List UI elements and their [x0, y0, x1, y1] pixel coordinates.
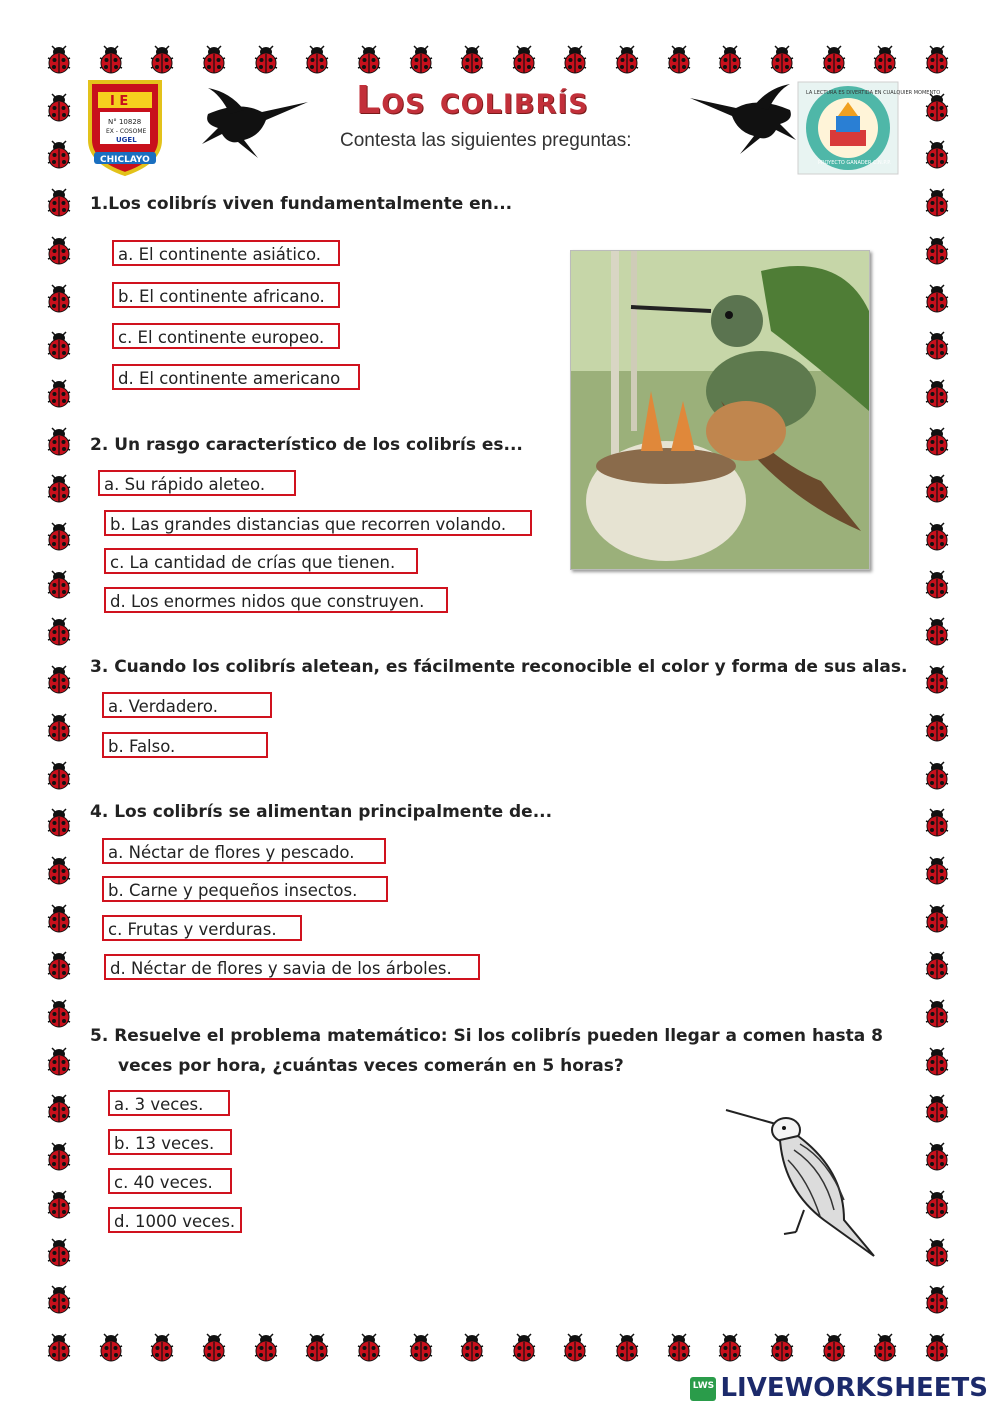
ladybug-icon: [253, 46, 279, 74]
ladybug-icon: [924, 428, 950, 456]
ladybug-icon: [924, 762, 950, 790]
ladybug-icon: [924, 1286, 950, 1314]
ladybug-icon: [769, 1334, 795, 1362]
crest-subtext: EX - COSOME: [106, 128, 147, 135]
ladybug-icon: [149, 1334, 175, 1362]
crest-ugel: UGEL: [116, 136, 137, 144]
ladybug-icon: [924, 1191, 950, 1219]
q2-option-a[interactable]: a. Su rápido aleteo.: [98, 470, 296, 496]
q1-option-d[interactable]: d. El continente americano: [112, 364, 360, 390]
ladybug-icon: [872, 1334, 898, 1362]
q1-option-a[interactable]: a. El continente asiático.: [112, 240, 340, 266]
ladybug-icon: [562, 1334, 588, 1362]
question-2: 2. Un rasgo característico de los colibrís es...: [90, 435, 523, 455]
ladybug-icon: [46, 857, 72, 885]
q1-option-b[interactable]: b. El continente africano.: [112, 282, 340, 308]
ladybug-icon: [924, 1239, 950, 1267]
ladybug-icon: [46, 618, 72, 646]
logo-banner-text: LA LECTURA ES DIVERTIDA EN CUALQUIER MOMENTO: [806, 90, 941, 96]
ladybug-icon: [46, 714, 72, 742]
logo-project-text: PROYECTO GANADER C.N.P.P.: [818, 160, 892, 166]
ladybug-icon: [717, 1334, 743, 1362]
ladybug-icon: [924, 46, 950, 74]
ladybug-icon: [46, 1191, 72, 1219]
ladybug-icon: [924, 94, 950, 122]
ladybug-icon: [924, 189, 950, 217]
ladybug-icon: [46, 523, 72, 551]
ladybug-icon: [562, 46, 588, 74]
ladybug-icon: [924, 1048, 950, 1076]
ladybug-icon: [46, 666, 72, 694]
school-crest-logo: [86, 78, 164, 176]
ladybug-icon: [924, 332, 950, 360]
ladybug-icon: [46, 762, 72, 790]
ladybug-icon: [924, 857, 950, 885]
ladybug-icon: [924, 285, 950, 313]
q4-option-c[interactable]: c. Frutas y verduras.: [102, 915, 302, 941]
ladybug-icon: [46, 1239, 72, 1267]
crest-number: N° 10828: [108, 118, 142, 126]
q4-option-a[interactable]: a. Néctar de flores y pescado.: [102, 838, 386, 864]
question-1: 1.Los colibrís viven fundamentalmente en...: [90, 194, 513, 214]
question-3: 3. Cuando los colibrís aletean, es fácilmente reconocible el color y forma de sus alas.: [90, 657, 908, 677]
ladybug-icon: [459, 46, 485, 74]
ladybug-icon: [46, 905, 72, 933]
q2-option-c[interactable]: c. La cantidad de crías que tienen.: [104, 548, 418, 574]
ladybug-icon: [356, 46, 382, 74]
ladybug-icon: [924, 952, 950, 980]
question-5-line-1: 5. Resuelve el problema matemático: Si los colibrís pueden llegar a comen hasta 8: [90, 1026, 883, 1046]
ladybug-icon: [872, 46, 898, 74]
page-title: Los colibrís: [356, 78, 589, 122]
ladybug-icon: [46, 1000, 72, 1028]
q2-option-d[interactable]: d. Los enormes nidos que construyen.: [104, 587, 448, 613]
hummingbird-silhouette-left-icon: [200, 84, 312, 164]
question-5-line-2: veces por hora, ¿cuántas veces comerán en 5 horas?: [118, 1056, 624, 1076]
q3-option-b[interactable]: b. Falso.: [102, 732, 268, 758]
ladybug-icon: [924, 809, 950, 837]
ladybug-icon: [408, 1334, 434, 1362]
q5-option-c[interactable]: c. 40 veces.: [108, 1168, 232, 1194]
ladybug-icon: [46, 46, 72, 74]
crest-letters: I E: [110, 94, 129, 109]
q5-option-d[interactable]: d. 1000 veces.: [108, 1207, 242, 1233]
ladybug-icon: [149, 46, 175, 74]
ladybug-icon: [46, 332, 72, 360]
ladybug-icon: [924, 1095, 950, 1123]
ladybug-icon: [614, 1334, 640, 1362]
ladybug-icon: [98, 46, 124, 74]
ladybug-icon: [46, 189, 72, 217]
ladybug-icon: [924, 618, 950, 646]
ladybug-icon: [46, 1286, 72, 1314]
ladybug-icon: [304, 1334, 330, 1362]
ladybug-icon: [924, 380, 950, 408]
ladybug-icon: [924, 1334, 950, 1362]
ladybug-icon: [46, 285, 72, 313]
ladybug-icon: [201, 1334, 227, 1362]
ladybug-icon: [46, 475, 72, 503]
question-4: 4. Los colibrís se alimentan principalmente de...: [90, 802, 553, 822]
ladybug-icon: [46, 809, 72, 837]
liveworksheets-brand: [690, 1373, 988, 1403]
ladybug-icon: [46, 141, 72, 169]
ladybug-icon: [924, 571, 950, 599]
ladybug-icon: [924, 475, 950, 503]
ladybug-icon: [924, 1000, 950, 1028]
ladybug-icon: [98, 1334, 124, 1362]
q4-option-d[interactable]: d. Néctar de flores y savia de los árboles.: [104, 954, 480, 980]
ladybug-icon: [924, 523, 950, 551]
ladybug-icon: [666, 46, 692, 74]
brand-badge: LWS: [690, 1377, 716, 1401]
hummingbird-nest-photo: [570, 250, 870, 570]
ladybug-icon: [924, 1143, 950, 1171]
ladybug-icon: [924, 714, 950, 742]
ladybug-icon: [821, 1334, 847, 1362]
q5-option-b[interactable]: b. 13 veces.: [108, 1129, 232, 1155]
ladybug-icon: [46, 1048, 72, 1076]
ladybug-icon: [614, 46, 640, 74]
ladybug-icon: [46, 1095, 72, 1123]
brand-suffix: WORKSHEETS: [784, 1373, 988, 1403]
ladybug-icon: [511, 46, 537, 74]
hummingbird-sketch-icon: [724, 1100, 884, 1260]
reading-project-logo: [796, 80, 941, 176]
ladybug-icon: [769, 46, 795, 74]
ladybug-icon: [46, 1334, 72, 1362]
q5-option-a[interactable]: a. 3 veces.: [108, 1090, 230, 1116]
page-subtitle: Contesta las siguientes preguntas:: [340, 130, 632, 151]
ladybug-icon: [666, 1334, 692, 1362]
ladybug-icon: [46, 952, 72, 980]
q4-option-b[interactable]: b. Carne y pequeños insectos.: [102, 876, 388, 902]
ladybug-icon: [924, 666, 950, 694]
ladybug-icon: [924, 237, 950, 265]
ladybug-icon: [459, 1334, 485, 1362]
q1-option-c[interactable]: c. El continente europeo.: [112, 323, 340, 349]
ladybug-icon: [511, 1334, 537, 1362]
ladybug-icon: [356, 1334, 382, 1362]
ladybug-icon: [717, 46, 743, 74]
ladybug-icon: [46, 237, 72, 265]
ladybug-icon: [46, 94, 72, 122]
ladybug-icon: [821, 46, 847, 74]
q2-option-b[interactable]: b. Las grandes distancias que recorren volando.: [104, 510, 532, 536]
ladybug-icon: [46, 380, 72, 408]
ladybug-icon: [304, 46, 330, 74]
ladybug-icon: [201, 46, 227, 74]
q3-option-a[interactable]: a. Verdadero.: [102, 692, 272, 718]
ladybug-icon: [253, 1334, 279, 1362]
crest-city: CHICLAYO: [100, 155, 150, 165]
ladybug-icon: [46, 428, 72, 456]
ladybug-icon: [46, 571, 72, 599]
ladybug-icon: [46, 1143, 72, 1171]
ladybug-icon: [924, 905, 950, 933]
hummingbird-silhouette-right-icon: [686, 80, 798, 160]
ladybug-icon: [924, 141, 950, 169]
brand-prefix: LIVE: [720, 1373, 785, 1403]
ladybug-icon: [408, 46, 434, 74]
